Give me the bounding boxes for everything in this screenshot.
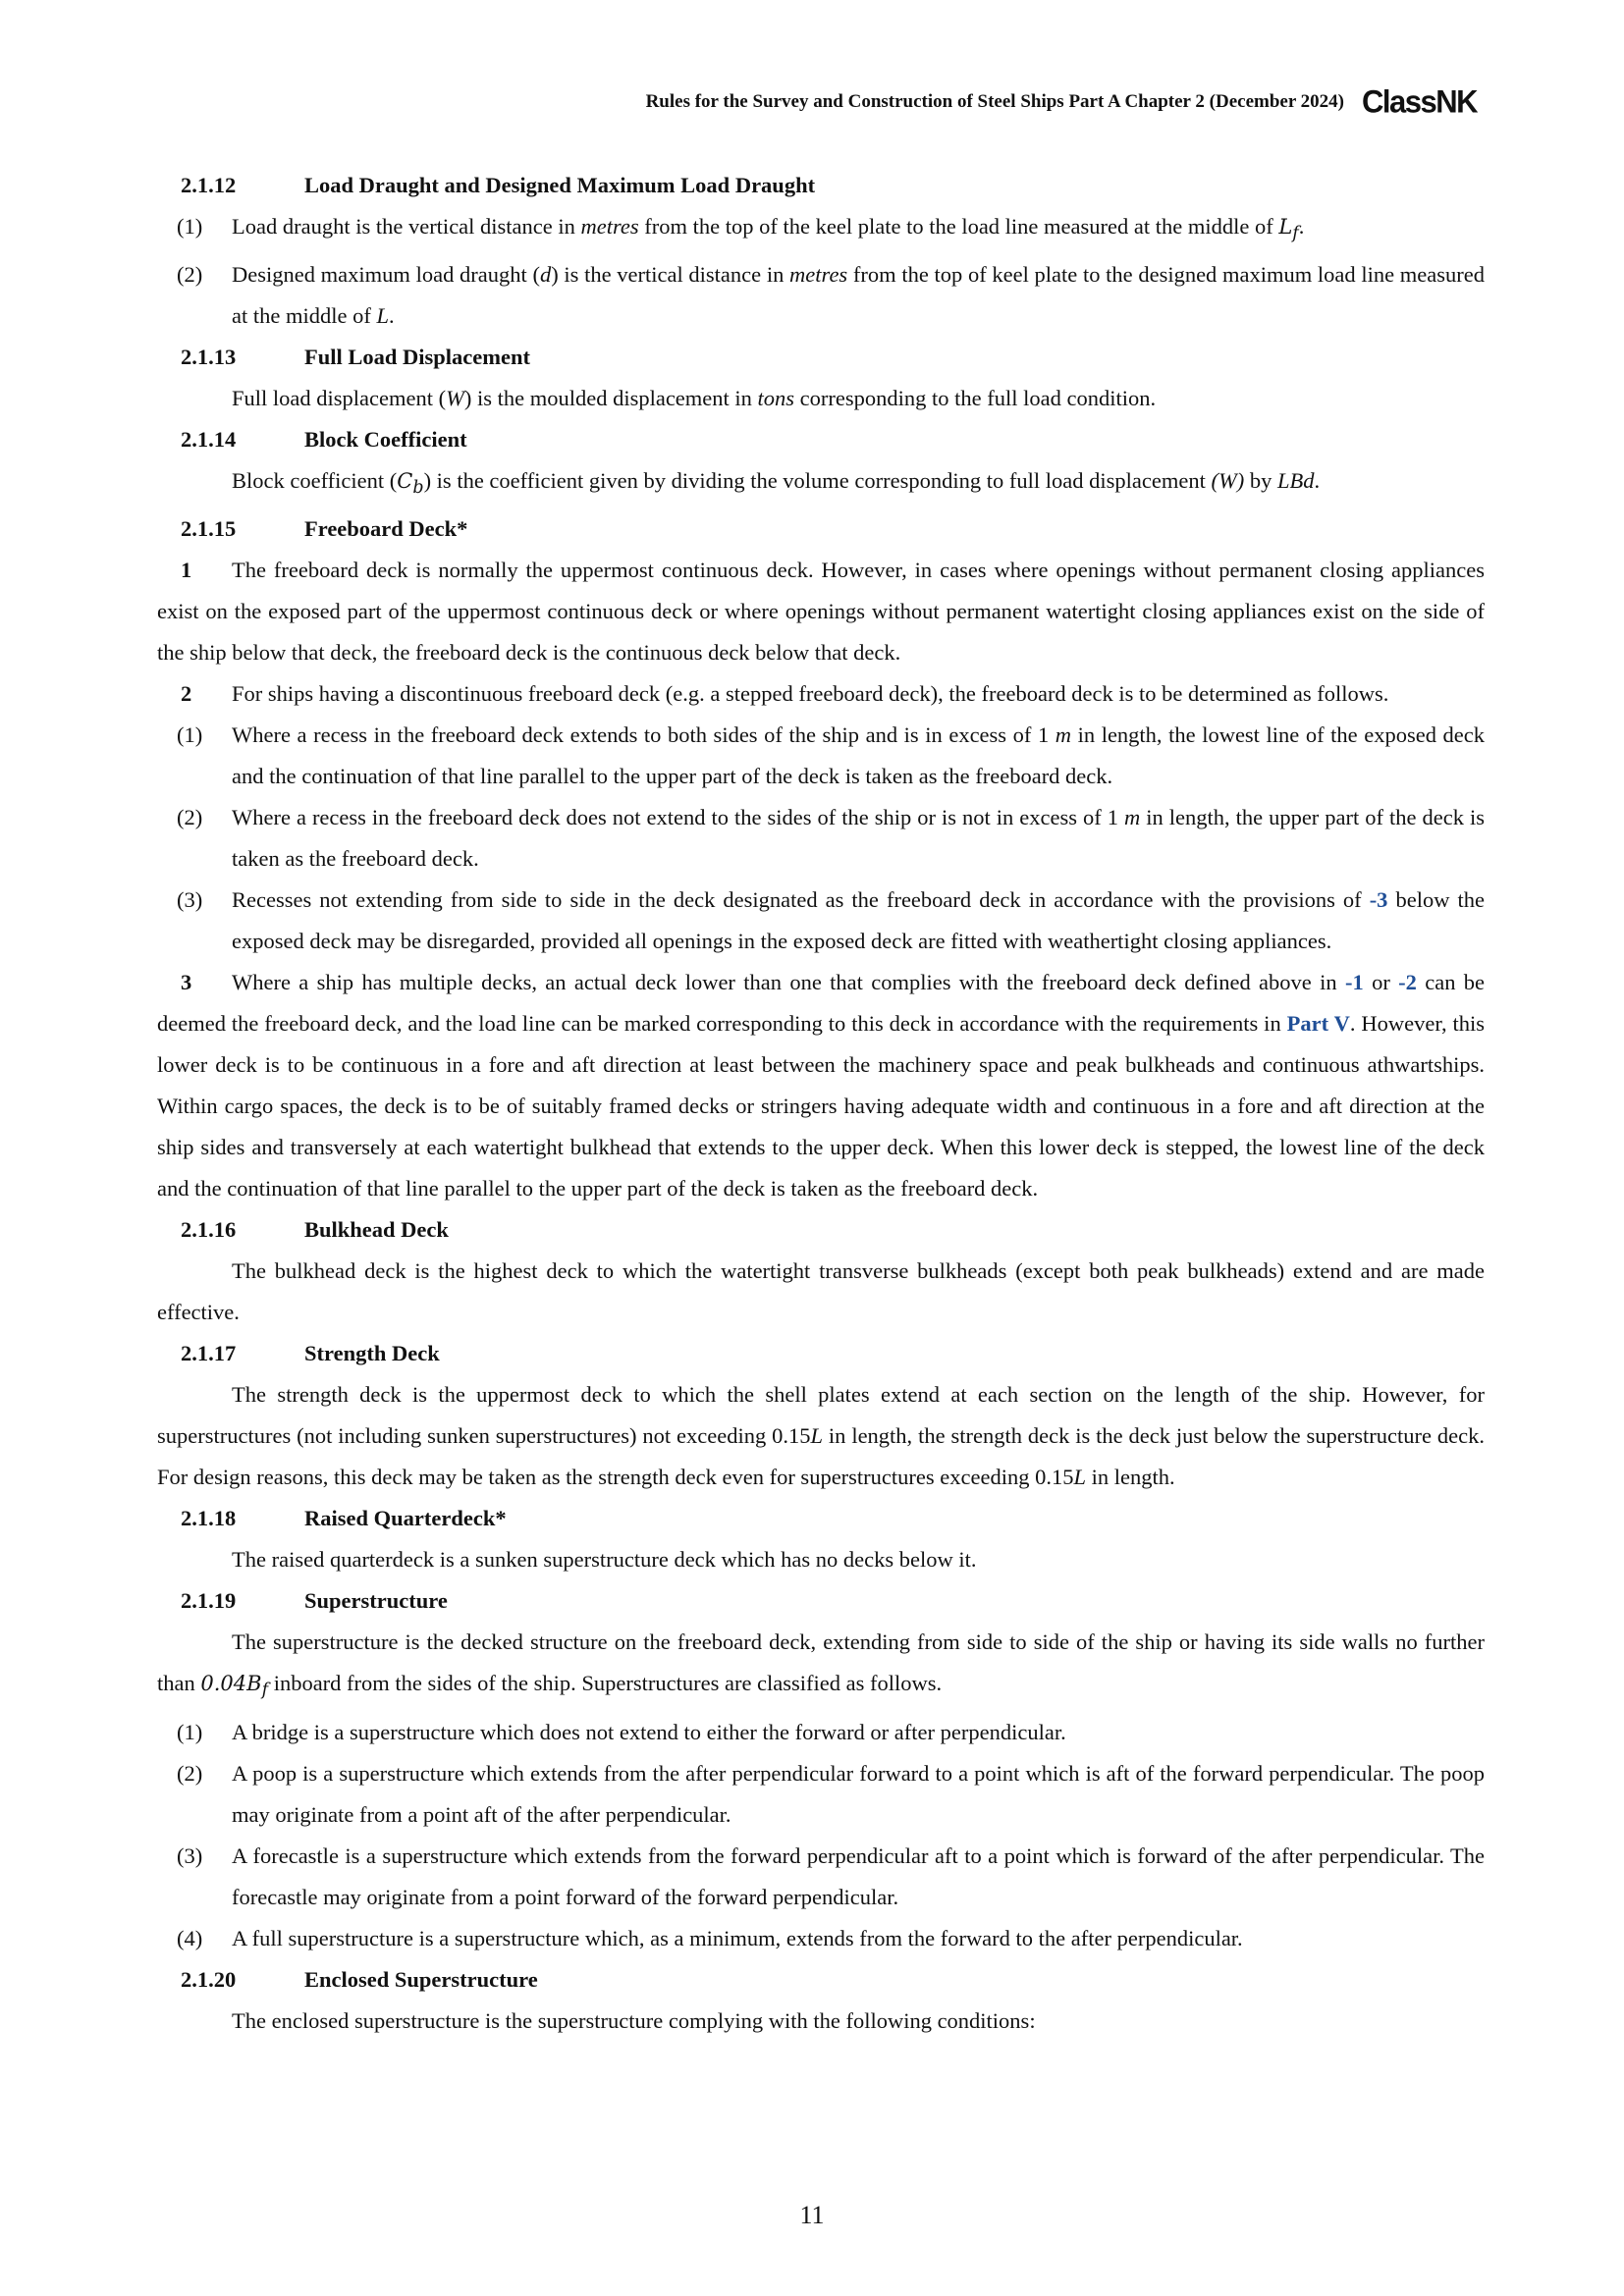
list-item (157, 1753, 1485, 1836)
list-item (157, 880, 1485, 962)
page-number: 11 (799, 2201, 825, 2229)
item-text: Where a recess in the freeboard deck does not extend to the sides of the ship or is not in excess of 1 m in length, the upper part of the deck is taken as the freeboard deck. (232, 805, 1485, 872)
section-title: Freeboard Deck* (304, 516, 468, 542)
list-item (157, 715, 1485, 797)
item-text: A poop is a superstructure which extends from the after perpendicular forward to a point which is aft of the forward perpendicular. The poop may originate from a point aft of the after perpendicular. (232, 1760, 1485, 1827)
section-text: Full load displacement (W) is the moulded displacement in tons corresponding to the full load condition. (232, 386, 1157, 411)
item-label: (3) (177, 1842, 203, 1868)
section-number: 2.1.12 (181, 173, 237, 197)
section-title: Full Load Displacement (304, 345, 531, 370)
paragraph-2: 2 For ships having a discontinuous freeboard deck (e.g. a stepped freeboard deck), the freeboard deck is to be determined as follows. (181, 681, 1389, 707)
item-text: Designed maximum load draught (d) is the vertical distance in metres from the top of keel plate to the designed maximum load line measured at the middle of L. (232, 262, 1486, 329)
item-text: A forecastle is a superstructure which extends from the forward perpendicular aft to a point which is forward of the after perpendicular. The forecastle may originate from a point forward of the forward perpendicular. (232, 1842, 1485, 1909)
section-number: 2.1.17 (181, 1341, 237, 1366)
item-text: Recesses not extending from side to side in the deck designated as the freeboard deck in accordance with the provisions of -3 below the exposed deck may be disregarded, provided all openings in the exposed deck are fitted with weathertight closing appliances. (232, 887, 1486, 954)
section-text: The superstructure is the decked structure on the freeboard deck, extending from side to side of the ship or having its side walls no further than $0.04B_f$ inboard from the sides of the ship. Superstructures are classified as follows. (157, 1629, 1485, 1701)
paragraph-1: 1 The freeboard deck is normally the uppermost continuous deck. However, in cases where openings without permanent closing appliances exist on the exposed part of the uppermost continuous deck or where openings without permanent watertight closing appliances exist on the side of the ship below that deck, the freeboard deck is the continuous deck below that deck. (157, 558, 1485, 666)
ref-link-1[interactable]: -1 (1344, 970, 1364, 995)
section-text: The strength deck is the uppermost deck to which the shell plates extend at each section on the length of the ship. However, for superstructures (not including sunken superstructures) not exceeding 0.15L in length, the strength deck is the deck just below the superstructure deck. For design reasons, this deck may be taken as the strength deck even for superstructures exceeding 0.15L in length. (157, 1382, 1486, 1490)
section-number: 2.1.18 (181, 1506, 237, 1531)
section-title: Bulkhead Deck (304, 1217, 449, 1243)
section-heading-2-1-13 (181, 337, 1485, 378)
item-label: (3) (177, 887, 203, 913)
item-text: Where a recess in the freeboard deck extends to both sides of the ship and is in excess of 1 m in length, the lowest line of the exposed deck and the continuation of that line parallel to the upper part of the deck is taken as the freeboard deck. (232, 722, 1485, 789)
section-heading-2-1-17 (181, 1333, 1485, 1374)
document-body (157, 165, 1485, 2042)
running-header (646, 82, 1477, 122)
section-text: The bulkhead deck is the highest deck to which the watertight transverse bulkheads (except both peak bulkheads) extend and are made effective. (157, 1258, 1485, 1325)
section-text: Block coefficient $(C_b)$ is the coefficient given by dividing the volume corresponding to full load displacement (W) by LBd. (232, 468, 1321, 499)
ref-link-2[interactable]: -2 (1398, 970, 1417, 995)
item-label: (1) (177, 214, 203, 239)
list-item (157, 1918, 1485, 1959)
item-text: A full superstructure is a superstructure which, as a minimum, extends from the forward to the after perpendicular. (232, 1925, 1243, 1950)
list-item (157, 1712, 1485, 1753)
list-item (157, 206, 1485, 254)
item-label: (1) (177, 722, 203, 748)
item-text: Load draught is the vertical distance in metres from the top of the keel plate to the load line measured at the middle of $L_f$. (232, 214, 1305, 244)
section-number: 2.1.14 (181, 427, 237, 453)
ref-link-3[interactable]: -3 (1369, 887, 1388, 913)
item-text: A bridge is a superstructure which does not extend to either the forward or after perpendicular. (232, 1719, 1066, 1744)
section-heading-2-1-14 (181, 419, 1485, 460)
section-heading-2-1-18 (181, 1498, 1485, 1539)
section-number: 2.1.13 (181, 345, 237, 370)
section-title: Superstructure (304, 1588, 448, 1614)
header-title: Rules for the Survey and Construction of Steel Ships Part A Chapter 2 (December 2024) (645, 91, 1344, 112)
section-heading-2-1-20 (181, 1959, 1485, 2001)
item-label: (2) (177, 805, 203, 830)
section-title: Raised Quarterdeck* (304, 1506, 507, 1531)
list-item (157, 254, 1485, 337)
ref-link-part-v[interactable]: Part V (1286, 1011, 1350, 1037)
list-item (157, 1836, 1485, 1918)
section-heading-2-1-16 (181, 1209, 1485, 1251)
section-number: 2.1.15 (181, 516, 237, 542)
item-label: (1) (177, 1719, 203, 1744)
section-number: 2.1.16 (181, 1217, 237, 1243)
item-label: (2) (177, 1760, 203, 1786)
section-title: Load Draught and Designed Maximum Load Draught (304, 173, 816, 197)
item-label: (2) (177, 262, 203, 288)
section-heading-2-1-12 (181, 165, 1485, 206)
section-title: Strength Deck (304, 1341, 440, 1366)
section-title: Block Coefficient (304, 427, 467, 453)
section-number: 2.1.19 (181, 1588, 237, 1614)
section-number: 2.1.20 (181, 1966, 237, 1992)
section-heading-2-1-15 (181, 508, 1485, 550)
list-item (157, 797, 1485, 880)
classnk-logo: ClassNK (1362, 83, 1477, 120)
section-title: Enclosed Superstructure (304, 1966, 538, 1992)
section-text: The raised quarterdeck is a sunken superstructure deck which has no decks below it. (232, 1547, 977, 1573)
section-text: The enclosed superstructure is the superstructure complying with the following conditions: (232, 2007, 1036, 2033)
paragraph-3: 3 Where a ship has multiple decks, an actual deck lower than one that complies with the freeboard deck defined above in -1 or -2 can be deemed the freeboard deck, and the load line can be marked corresponding to this deck in accordance with the requirements in Part V. However, this lower deck is to be continuous in a fore and aft direction at least between the machinery space and peak bulkheads and continuous athwartships. Within cargo spaces, the deck is to be of suitably framed decks or stringers having adequate width and continuous in a fore and aft direction at the ship sides and transversely at each watertight bulkhead that extends to the upper deck. When this lower deck is stepped, the lowest line of the deck and the continuation of that line parallel to the upper part of the deck is taken as the freeboard deck. (157, 970, 1486, 1201)
section-heading-2-1-19 (181, 1580, 1485, 1622)
item-label: (4) (177, 1925, 203, 1950)
